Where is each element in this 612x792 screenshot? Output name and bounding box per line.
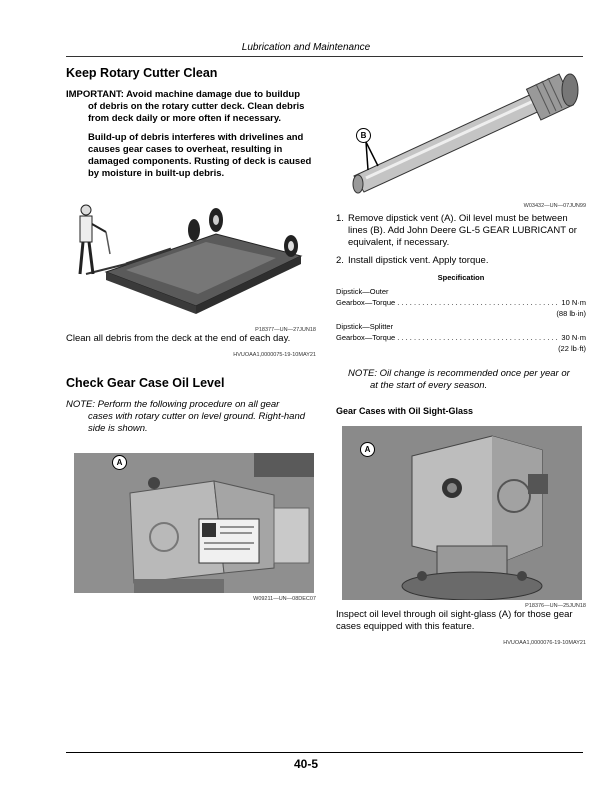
important-label: IMPORTANT:: [66, 89, 124, 100]
step-number: 1.: [336, 213, 344, 224]
dipstick-illustration: [336, 66, 586, 200]
figure-caption-gear: W09211—UN—08DEC07: [253, 596, 316, 602]
note-text: at the start of every season.: [370, 380, 488, 391]
running-header: Lubrication and Maintenance: [241, 42, 371, 53]
spec-alt-value: (22 lb·ft): [558, 344, 586, 353]
spec-table: [336, 286, 586, 354]
sight-glass-text: Inspect oil level through oil sight-glass (A) for those gear cases equipped with this feature.: [336, 609, 573, 632]
figure-caption-cutter: P18377—UN—27JUN18: [255, 327, 316, 333]
spec-value: 10 N·m: [561, 298, 586, 307]
gear-case-photo: [74, 453, 314, 593]
note-oil-change: [336, 368, 586, 392]
spec-group-name: Dipstick—Splitter: [336, 322, 394, 331]
note-gear-cases: [66, 399, 316, 435]
left-column: [66, 66, 316, 602]
note-label: NOTE:: [348, 368, 378, 379]
figure-caption-dipstick: W03432—UN—07JUN99: [523, 203, 586, 209]
dipstick-figure: [336, 66, 586, 200]
note-label: NOTE:: [66, 399, 96, 410]
subheading-sight-glass: Gear Cases with Oil Sight-Glass: [336, 406, 474, 416]
note-text: cases with rotary cutter on level ground. Right-hand side is shown.: [88, 411, 306, 434]
gear-case-figure: [74, 453, 314, 593]
spec-row: [336, 332, 586, 343]
rotary-cutter-illustration: [66, 194, 316, 324]
spec-key: Gearbox—Torque . . .: [336, 297, 559, 308]
sight-glass-photo: [342, 426, 582, 600]
step-text: Remove dipstick vent (A). Oil level must be between lines (B). Add John Deere GL-5 GEAR LUBRICANT or equivalent, if necessary.: [348, 213, 577, 248]
step-item: [336, 255, 586, 267]
spec-title: Specification: [437, 273, 485, 282]
callout-a-gear: A: [112, 455, 127, 470]
footer-rule: [66, 752, 583, 753]
rotary-cutter-figure: [66, 194, 316, 324]
note-lead: Perform the following procedure on all gear: [97, 399, 280, 410]
spec-alt-value: (88 lb·in): [556, 309, 586, 318]
sight-glass-figure: [342, 426, 582, 600]
important-lead: Avoid machine damage due to buildup: [126, 89, 301, 100]
figure-caption-sight-glass: P18376—UN—25JUN18: [525, 603, 586, 609]
clean-deck-text: Clean all debris from the deck at the end of each day.: [66, 333, 291, 344]
spec-value: 30 N·m: [561, 333, 586, 342]
spec-row: [336, 297, 586, 308]
right-column: [336, 66, 586, 646]
step-text: Install dipstick vent. Apply torque.: [348, 255, 489, 266]
reference-code-1: HVUOAA1,0000075-19-10MAY21: [233, 352, 316, 358]
important-text-1: of debris on the rotary cutter deck. Clean debris from deck daily or more often if necessary.: [88, 101, 305, 124]
note-lead: Oil change is recommended once per year or: [379, 368, 570, 379]
reference-code-2: HVUOAA1,0000076-19-10MAY21: [503, 640, 586, 646]
procedure-steps: [336, 213, 586, 267]
spec-key: Gearbox—Torque . . .: [336, 332, 559, 343]
callout-b-dipstick: B: [356, 128, 371, 143]
important-notice: [66, 89, 316, 180]
header-rule: [66, 56, 583, 57]
step-item: [336, 213, 586, 249]
page-number: 40-5: [293, 757, 319, 771]
section-heading-gear-oil: Check Gear Case Oil Level: [66, 376, 225, 390]
section-heading-keep-clean: Keep Rotary Cutter Clean: [66, 66, 218, 80]
callout-a-sight-glass: A: [360, 442, 375, 457]
spec-group-name: Dipstick—Outer: [336, 287, 389, 296]
step-number: 2.: [336, 255, 344, 266]
important-text-2: Build-up of debris interferes with drivelines and causes gear cases to overheat, resulting in damaged components. Rusting of deck is caused by moisture in built-up debris.: [88, 132, 312, 179]
